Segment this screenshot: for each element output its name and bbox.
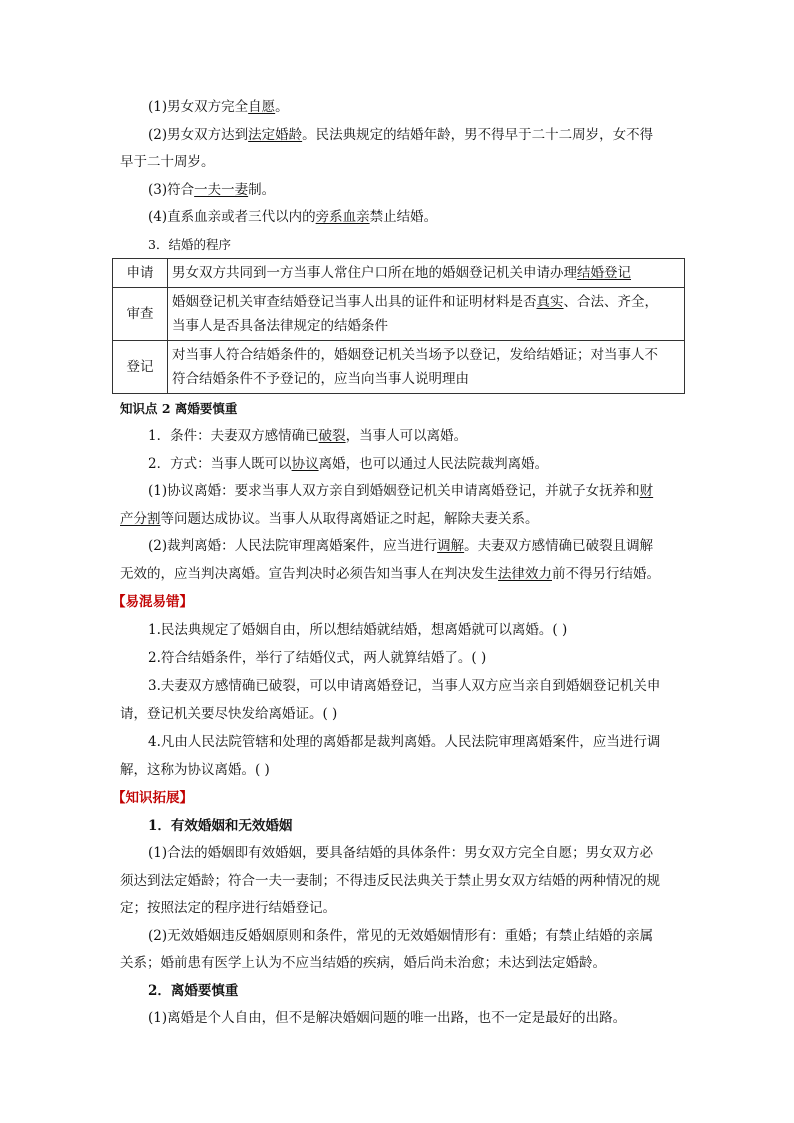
expansion-header: 【知识拓展】 bbox=[112, 790, 193, 806]
question-3: 3.夫妻双方感情确已破裂，可以申请离婚登记，当事人双方应当亲自到婚姻登记机关申 bbox=[148, 678, 661, 694]
table-row bbox=[113, 288, 685, 341]
marriage-procedure-table bbox=[112, 258, 685, 394]
expansion-para-1-cont: 须达到法定婚龄；符合一夫一妻制；不得违反民法典关于禁止男女双方结婚的两种情况的规 bbox=[120, 873, 660, 889]
divorce-method: 2．方式：当事人既可以协议离婚，也可以通过人民法院裁判离婚。 bbox=[148, 456, 549, 472]
expansion-para-1-cont2: 定；按照法定的程序进行结婚登记。 bbox=[120, 900, 336, 916]
expansion-topic-2: 2．离婚要慎重 bbox=[148, 983, 239, 999]
judicial-divorce-cont: 无效的，应当判决离婚。宣告判决时必须告知当事人在判决发生法律效力前不得另行结婚。 bbox=[120, 566, 660, 582]
table-value: 对当事人符合结婚条件的，婚姻登记机关当场予以登记，发给结婚证；对当事人不 符合结婚条件不予登记的，应当向当事人说明理由 bbox=[168, 341, 685, 394]
question-4: 4.凡由人民法院管辖和处理的离婚都是裁判离婚。人民法院审理离婚案件，应当进行调 bbox=[148, 734, 661, 750]
question-4-cont: 解，这称为协议离婚。( ) bbox=[120, 762, 270, 778]
agreement-divorce-cont: 产分割等问题达成协议。当事人从取得离婚证之时起，解除夫妻关系。 bbox=[120, 511, 539, 527]
table-key: 登记 bbox=[113, 341, 168, 394]
agreement-divorce: (1)协议离婚：要求当事人双方亲自到婚姻登记机关申请离婚登记，并就子女抚养和财 bbox=[148, 483, 654, 499]
table-value: 婚姻登记机关审查结婚登记当事人出具的证件和证明材料是否真实、合法、齐全， 当事人是否具备法律规定的结婚条件 bbox=[168, 288, 685, 341]
expansion-para-2: (2)无效婚姻违反婚姻原则和条件，常见的无效婚姻情形有：重婚；有禁止结婚的亲属 bbox=[148, 928, 654, 944]
confusion-header: 【易混易错】 bbox=[112, 594, 193, 610]
question-1: 1.民法典规定了婚姻自由，所以想结婚就结婚，想离婚就可以离婚。( ) bbox=[148, 622, 568, 638]
condition-2-cont: 早于二十周岁。 bbox=[120, 154, 215, 170]
condition-2: (2)男女双方达到法定婚龄。民法典规定的结婚年龄，男不得早于二十二周岁，女不得 bbox=[148, 127, 654, 143]
condition-3: (3)符合一夫一妻制。 bbox=[148, 182, 276, 198]
expansion-para-3: (1)离婚是个人自由，但不是解决婚姻问题的唯一出路，也不一定是最好的出路。 bbox=[148, 1010, 627, 1026]
expansion-topic-1: 1．有效婚姻和无效婚姻 bbox=[148, 818, 293, 834]
table-key: 审查 bbox=[113, 288, 168, 341]
table-row bbox=[113, 259, 685, 288]
judicial-divorce: (2)裁判离婚：人民法院审理离婚案件，应当进行调解。夫妻双方感情确已破裂且调解 bbox=[148, 538, 654, 554]
condition-1: (1)男女双方完全自愿。 bbox=[148, 99, 289, 115]
table-key: 申请 bbox=[113, 259, 168, 288]
knowledge-point-2-title: 知识点 2 离婚要慎重 bbox=[120, 401, 238, 416]
expansion-para-2-cont: 关系；婚前患有医学上认为不应当结婚的疾病，婚后尚未治愈；未达到法定婚龄。 bbox=[120, 955, 606, 971]
question-2: 2.符合结婚条件，举行了结婚仪式，两人就算结婚了。( ) bbox=[148, 650, 487, 666]
table-row bbox=[113, 341, 685, 394]
procedure-title: 3．结婚的程序 bbox=[148, 237, 231, 252]
condition-4: (4)直系血亲或者三代以内的旁系血亲禁止结婚。 bbox=[148, 209, 438, 225]
question-3-cont: 请，登记机关要尽快发给离婚证。( ) bbox=[120, 706, 338, 722]
divorce-condition: 1．条件：夫妻双方感情确已破裂，当事人可以离婚。 bbox=[148, 428, 468, 444]
table-value: 男女双方共同到一方当事人常住户口所在地的婚姻登记机关申请办理结婚登记 bbox=[168, 259, 685, 288]
expansion-para-1: (1)合法的婚姻即有效婚姻，要具备结婚的具体条件：男女双方完全自愿；男女双方必 bbox=[148, 845, 654, 861]
